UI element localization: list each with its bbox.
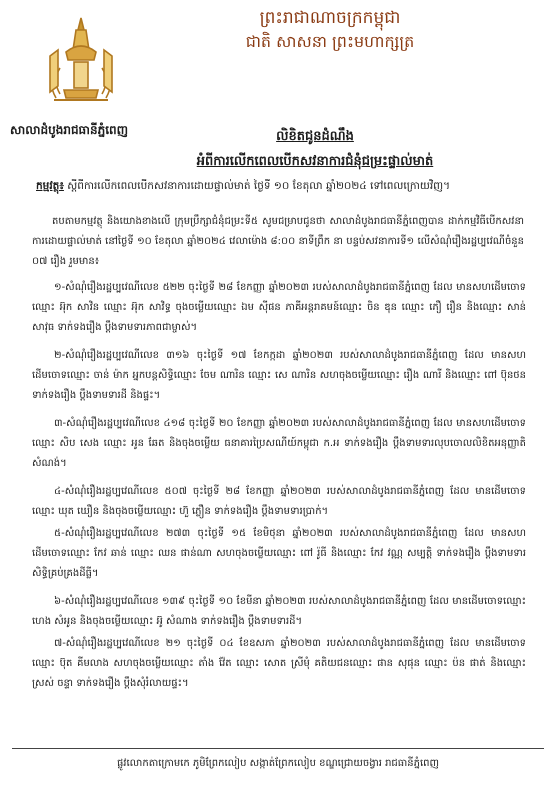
notice-title: លិខិតជូនដំណឹង [276,129,354,144]
subject-line [36,178,536,194]
case-item: ២-សំណុំរឿងរដ្ឋប្បវេណីលេខ ៣១៦ ចុះថ្ងៃទី ១៧ ខែកក្កដា ឆ្នាំ២០២៣ របស់សាលាដំបូងរាជធានីភ្នំពេញ ដែល មានសហដើមចោទឈ្មោះ ចាន់ ម៉ាក អ្នកបន្តសិទ្ធិឈ្មោះ ចែម ណារិន ឈ្មោះ សេ ណារិន សហចុងចម្លើយឈ្មោះ រឿង ណារី និងឈ្មោះ ពៅ ប៊ុនថន ទាក់ទងរឿង ប្តឹងទាមទារដី និងផ្ទះ។ [32,350,526,401]
national-motto: ជាតិ សាសនា ព្រះមហាក្សត្រ [245,32,415,51]
case-item: ៤-សំណុំរឿងរដ្ឋប្បវេណីលេខ ៥០៧ ចុះថ្ងៃទី ២៨ ខែកញ្ញា ឆ្នាំ២០២៣ របស់សាលាដំបូងរាជធានីភ្នំពេញ ដែល មានដើមចោទឈ្មោះ ឃុត ឃឿន និងចុងចម្លើយឈ្មោះ ហ៊ួ ភ្លឿន ទាក់ទងរឿង ប្តឹងទាមទារប្រាក់។ [32,486,526,517]
kingdom-name: ព្រះរាជាណាចក្រកម្ពុជា [259,8,401,28]
case-item: ៥-សំណុំរឿងរដ្ឋប្បវេណីលេខ ២៧៣ ចុះថ្ងៃទី ១៥ ខែមិថុនា ឆ្នាំ២០២៣ របស់សាលាដំបូងរាជធានីភ្នំពេញ ដែល មានសហដើមចោទឈ្មោះ កែវ ឆាន់ ឈ្មោះ ឈន ផាន់ណា សហចុងចម្លើយឈ្មោះ ពៅ រ៉ូធី និងឈ្មោះ កែវ វណ្ណ សម្បត្តិ ទាក់ទងរឿង ប្តឹងទាមទារសិទ្ធិគ្រប់គ្រងដីធ្លី។ [32,528,527,579]
notice-subtitle: អំពីការលើកពេលបើកសវនាការជំនុំជម្រះផ្ទាល់មាត់ [196,154,434,169]
footer-address: ផ្លូវលោកតាក្រោមកេ ភូមិព្រែកលៀប សង្កាត់ព្រែកលៀប ខណ្ឌជ្រោយចង្វារ រាជធានីភ្នំពេញ [116,758,440,769]
case-item: ៣-សំណុំរឿងរដ្ឋប្បវេណីលេខ ៤១៨ ចុះថ្ងៃទី ២០ ខែកញ្ញា ឆ្នាំ២០២៣ របស់សាលាដំបូងរាជធានីភ្នំពេញ ដែល មានសហដើមចោទឈ្មោះ សិប សេង ឈ្មោះ អូន ឆែត និងចុងចម្លើយ ធនាគារប្រៃសណីយ៍កម្ពុជា ក.អ ទាក់ទងរឿង ប្តឹងទាមទារលុបចោលលិខិតអនុញ្ញាតិសំណង់។ [32,418,526,469]
subject-text: ស្តីពីការលើកពេលបើកសវនាការដោយផ្ទាល់មាត់ ថ្ងៃទី ១០ ខែតុលា ឆ្នាំ២០២៤ ទៅពេលក្រោយវិញ។ [67,180,451,192]
kingdom-header [180,6,480,54]
case-item: ៧-សំណុំរឿងរដ្ឋប្បវេណីលេខ ២១ ចុះថ្ងៃទី ០៤ ខែឧសភា ឆ្នាំ២០២៣ របស់សាលាដំបូងរាជធានីភ្នំពេញ ដែល មានដើមចោទឈ្មោះ ប៊ុត គីមលាង សហចុងចម្លើយឈ្មោះ តាំង វ៉ែត ឈ្មោះ សោត ស្រីមុំ គតិយជនឈ្មោះ ផាន សុផុន ឈ្មោះ ប៉ន ផាត់ និងឈ្មោះ ស្រស់ ចន្ទា ទាក់ទងរឿង ប្តឹងសុំរំលាយផ្ទះ។ [32,638,526,689]
title-block [150,128,480,172]
royal-emblem-icon [36,10,126,110]
case-item: ១-សំណុំរឿងរដ្ឋប្បវេណីលេខ ៥២២ ចុះថ្ងៃទី ២៨ ខែកញ្ញា ឆ្នាំ២០២៣ របស់សាលាដំបូងរាជធានីភ្នំពេញ ដែល មានសហដើមចោទឈ្មោះ អ៊ុក សាវិន ឈ្មោះ អ៊ុក សាវិទ្ធ ចុងចម្លើយឈ្មោះ ឯម ស៊ីផន ភាគីអន្តរាគមន៍ឈ្មោះ ចិន ឌុន ឈ្មោះ ភឿ រឿន និងឈ្មោះ សាន់ សាវុធ ទាក់ទងរឿង ប្តឹងទាមទារភាពជាម្ចាស់។ [32,282,526,333]
case-item: ៦-សំណុំរឿងរដ្ឋប្បវេណីលេខ ១៣៩ ចុះថ្ងៃទី ១០ ខែមីនា ឆ្នាំ២០២៣ របស់សាលាដំបូងរាជធានីភ្នំពេញ ដែល មានដើមចោទឈ្មោះ ហេង សំអូន និងចុងចម្លើយឈ្មោះ អ៊ូ សំណាង ទាក់ទងរឿង ប្តឹងទាមទារដី។ [32,596,526,627]
court-name: សាលាដំបូងរាជធានីភ្នំពេញ [10,123,129,137]
intro-paragraph: តបតាមកម្មវត្ថុ និងយោងខាងលើ ក្រុមប្រឹក្សាជំនុំជម្រះទី៥ សូមជម្រាបជូនថា សាលាដំបូងរាជធានីភ្នំពេញបាន ដាក់កម្មវិធីបើកសវនាការដោយផ្ទាល់មាត់ នៅថ្ងៃទី ១០ ខែតុលា ឆ្នាំ២០២៤ វេលាម៉ោង ៨:០០ នាទីព្រឹក នា បន្ទប់សវនាការទី១ លើសំណុំរឿងរដ្ឋប្បវេណីចំនួន ០៧ រឿង រួមមាន៖ [32,216,524,267]
subject-label: កម្មវត្ថុ៖ [36,180,64,192]
footer-divider [12,748,544,749]
